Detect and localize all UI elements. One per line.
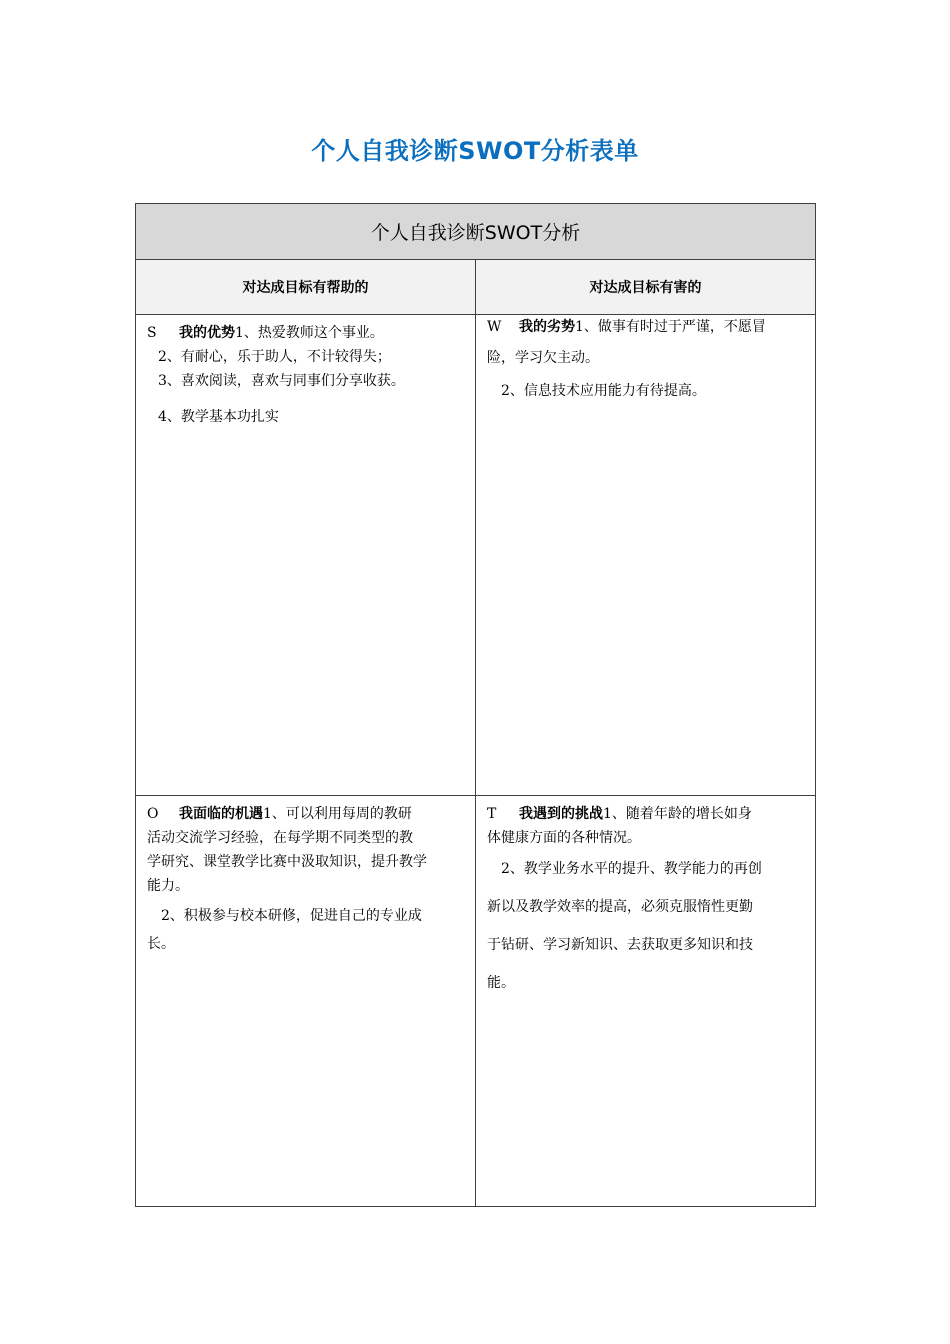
strengths-cell bbox=[136, 315, 476, 796]
opportunities-label: 我面临的机遇 bbox=[179, 806, 263, 822]
threats-text: 1、随着年龄的增长如身 bbox=[603, 806, 752, 822]
strengths-label: 我的优势 bbox=[179, 325, 235, 341]
strengths-line-1 bbox=[147, 321, 465, 345]
weaknesses-line-3: 2、信息技术应用能力有待提高。 bbox=[501, 383, 706, 399]
threats-line-3: 2、教学业务水平的提升、教学能力的再创 bbox=[501, 861, 762, 877]
opportunities-line-1 bbox=[147, 802, 465, 826]
opportunities-line-5: 2、积极参与校本研修，促进自己的专业成 bbox=[161, 908, 422, 924]
opportunities-cell bbox=[136, 796, 476, 1207]
opportunities-text: 1、可以利用每周的教研 bbox=[263, 806, 412, 822]
threats-cell bbox=[476, 796, 816, 1207]
strengths-key: S bbox=[147, 325, 157, 341]
opportunities-line-3: 学研究、课堂教学比赛中汲取知识，提升教学 bbox=[147, 854, 427, 870]
document-title: 个人自我诊断SWOT分析表单 bbox=[311, 137, 639, 165]
strengths-line-3: 3、喜欢阅读，喜欢与同事们分享收获。 bbox=[158, 373, 405, 389]
threats-key: T bbox=[487, 806, 497, 822]
column-header-harmful: 对达成目标有害的 bbox=[476, 260, 816, 315]
weaknesses-label: 我的劣势 bbox=[519, 319, 575, 335]
threats-line-2: 体健康方面的各种情况。 bbox=[487, 830, 641, 846]
swot-table bbox=[135, 203, 816, 1207]
weaknesses-cell bbox=[476, 315, 816, 796]
threats-line-4: 新以及教学效率的提高，必须克服惰性更勤 bbox=[487, 899, 753, 915]
threats-label: 我遇到的挑战 bbox=[519, 806, 603, 822]
strengths-line-2: 2、有耐心，乐于助人，不计较得失； bbox=[158, 349, 391, 365]
table-heading: 个人自我诊断SWOT分析 bbox=[136, 204, 816, 260]
opportunities-line-6: 长。 bbox=[147, 936, 175, 952]
threats-line-5: 于钻研、学习新知识、去获取更多知识和技 bbox=[487, 937, 753, 953]
opportunities-line-2: 活动交流学习经验，在每学期不同类型的教 bbox=[147, 830, 413, 846]
opportunities-line-4: 能力。 bbox=[147, 878, 189, 894]
weaknesses-key: W bbox=[487, 319, 502, 335]
column-header-helpful: 对达成目标有帮助的 bbox=[136, 260, 476, 315]
threats-line-6: 能。 bbox=[487, 975, 515, 991]
weaknesses-line-2: 险，学习欠主动。 bbox=[487, 350, 599, 366]
threats-line-1 bbox=[487, 802, 805, 826]
weaknesses-line-1 bbox=[487, 315, 805, 339]
weaknesses-text: 1、做事有时过于严谨，不愿冒 bbox=[575, 319, 766, 335]
strengths-text: 1、热爱教师这个事业。 bbox=[235, 325, 384, 341]
opportunities-key: O bbox=[147, 806, 159, 822]
strengths-line-4: 4、教学基本功扎实 bbox=[158, 409, 279, 425]
